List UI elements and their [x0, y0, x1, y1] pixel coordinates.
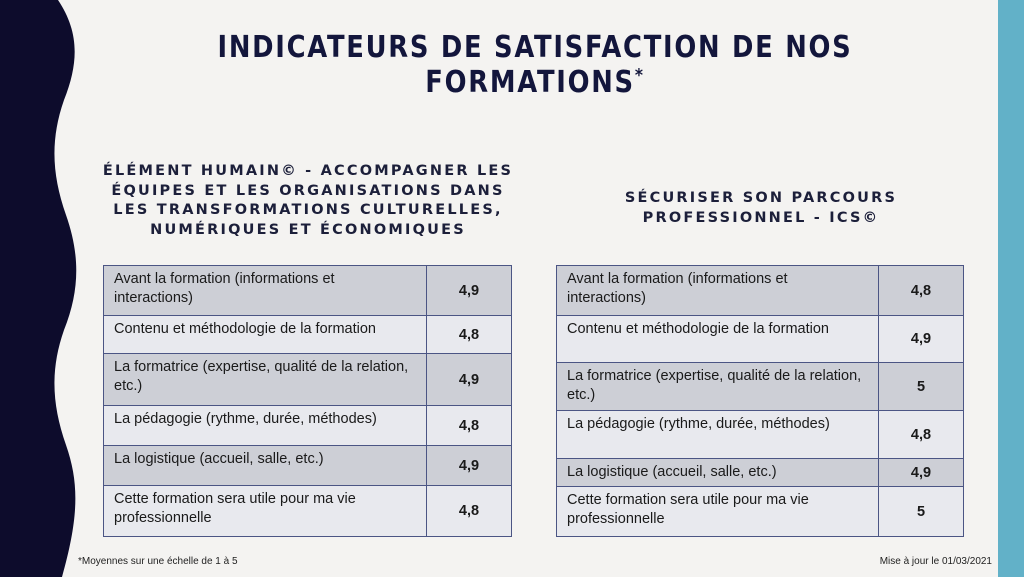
wave-decoration — [0, 0, 90, 577]
row-score: 4,9 — [879, 316, 964, 363]
table-row — [104, 406, 512, 446]
row-label: Avant la formation (informations et interactions) — [104, 266, 427, 316]
row-label: La formatrice (expertise, qualité de la relation, etc.) — [104, 354, 427, 406]
row-label: La formatrice (expertise, qualité de la relation, etc.) — [557, 363, 879, 411]
left-training-heading: ÉLÉMENT HUMAIN© - ACCOMPAGNER LES ÉQUIPES ET LES ORGANISATIONS DANS LES TRANSFORMATIONS CULTURELLES, NUMÉRIQUES ET ÉCONOMIQUES — [102, 163, 514, 238]
row-score: 4,8 — [879, 411, 964, 459]
row-score: 4,8 — [427, 486, 512, 537]
row-label: La pédagogie (rythme, durée, méthodes) — [557, 411, 879, 459]
table-row — [557, 487, 964, 537]
table-row — [557, 363, 964, 411]
table-row — [557, 316, 964, 363]
row-label: Contenu et méthodologie de la formation — [557, 316, 879, 363]
row-score: 4,8 — [427, 316, 512, 354]
row-label: La logistique (accueil, salle, etc.) — [104, 446, 427, 486]
table-row — [557, 411, 964, 459]
row-score: 4,9 — [427, 446, 512, 486]
row-score: 4,9 — [427, 354, 512, 406]
right-training-heading: SÉCURISER SON PARCOURS PROFESSIONNEL - ICS© — [624, 190, 898, 226]
table-row — [557, 266, 964, 316]
table-row — [104, 354, 512, 406]
row-label: Cette formation sera utile pour ma vie professionnelle — [557, 487, 879, 537]
right-satisfaction-table — [556, 265, 964, 537]
row-score: 5 — [879, 487, 964, 537]
row-label: La logistique (accueil, salle, etc.) — [557, 459, 879, 487]
row-score: 4,9 — [879, 459, 964, 487]
footnote: *Moyennes sur une échelle de 1 à 5 — [78, 556, 238, 567]
table-row — [104, 266, 512, 316]
update-date: Mise à jour le 01/03/2021 — [879, 556, 992, 567]
table-row — [557, 459, 964, 487]
page-title-asterisk: * — [634, 65, 645, 86]
left-satisfaction-table — [103, 265, 512, 537]
table-row — [104, 316, 512, 354]
accent-stripe — [998, 0, 1024, 577]
row-label: Avant la formation (informations et interactions) — [557, 266, 879, 316]
page-title-text: INDICATEURS DE SATISFACTION DE NOS FORMATIONS — [217, 30, 853, 100]
row-label: La pédagogie (rythme, durée, méthodes) — [104, 406, 427, 446]
table-row — [104, 446, 512, 486]
table-row — [104, 486, 512, 537]
page-title — [157, 30, 914, 100]
row-score: 4,8 — [879, 266, 964, 316]
row-score: 4,9 — [427, 266, 512, 316]
row-score: 4,8 — [427, 406, 512, 446]
row-label: Cette formation sera utile pour ma vie professionnelle — [104, 486, 427, 537]
row-score: 5 — [879, 363, 964, 411]
row-label: Contenu et méthodologie de la formation — [104, 316, 427, 354]
